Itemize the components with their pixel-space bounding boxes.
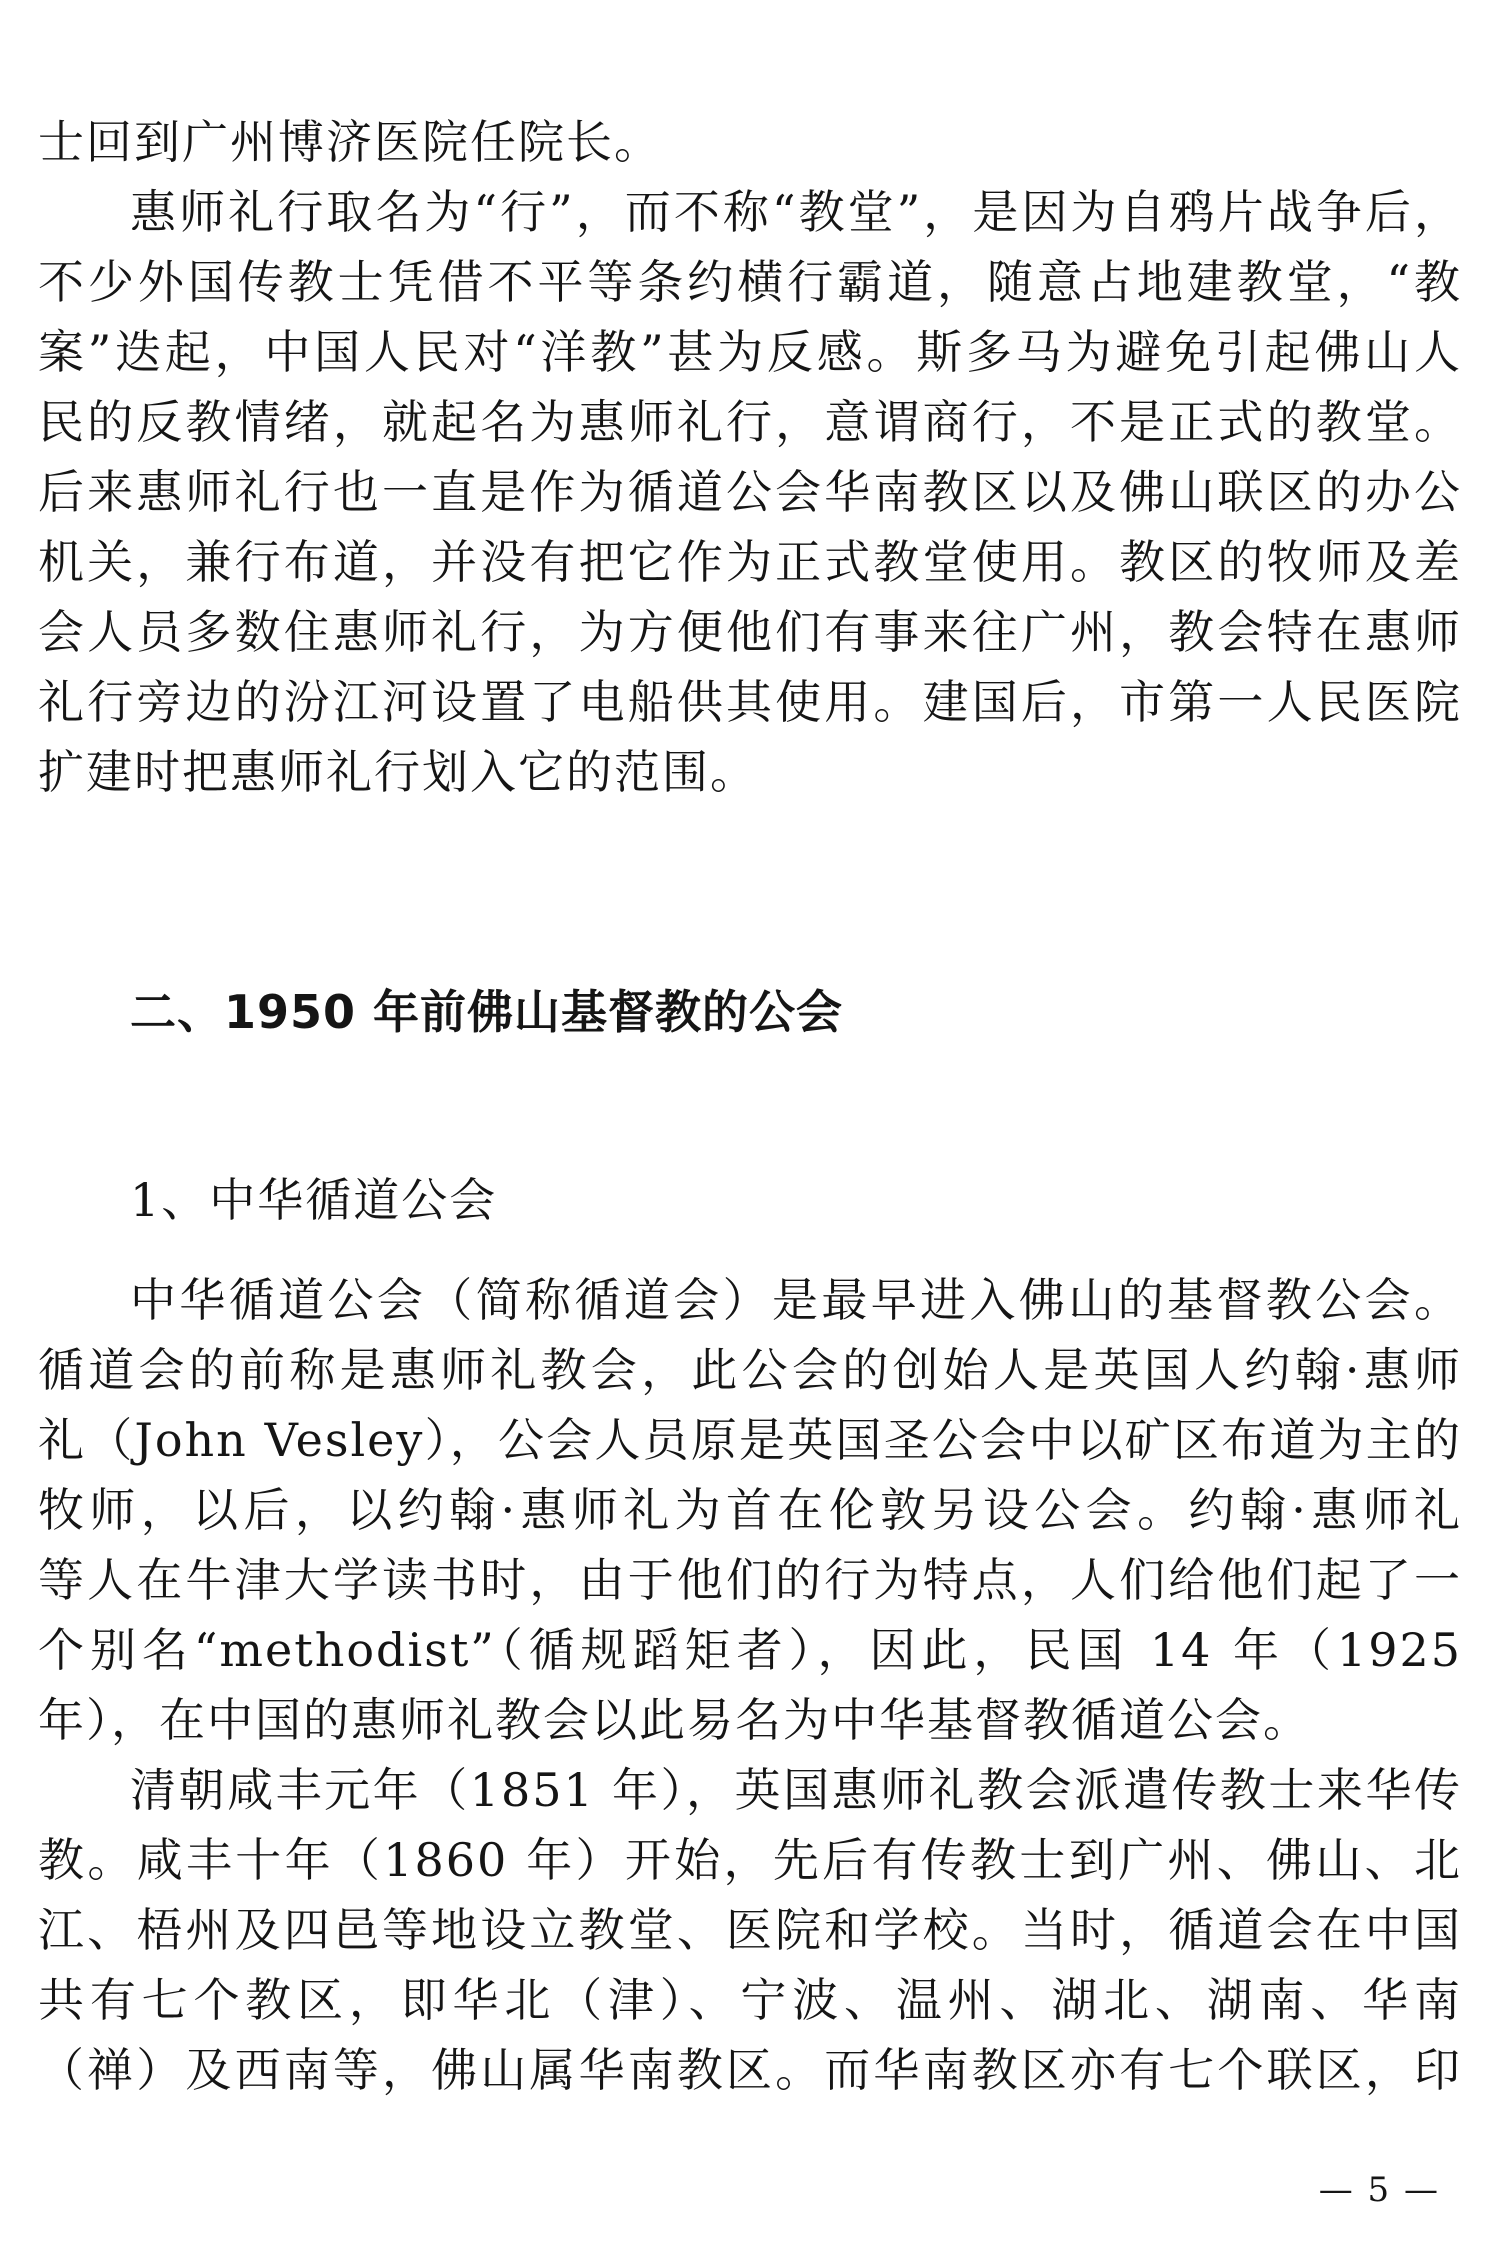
paragraph-line: 扩建时把惠师礼行划入它的范围。: [38, 745, 758, 799]
paragraph-line: 等人在牛津大学读书时，由于他们的行为特点，人们给他们起了一: [38, 1553, 1462, 1607]
section-heading: 二、1950 年前佛山基督教的公会: [130, 985, 844, 1039]
paragraph-line: 士回到广州博济医院任院长。: [38, 115, 662, 169]
paragraph-line: 机关，兼行布道，并没有把它作为正式教堂使用。教区的牧师及差: [38, 535, 1462, 589]
paragraph-line: 牧师，以后，以约翰·惠师礼为首在伦敦另设公会。约翰·惠师礼: [38, 1483, 1462, 1537]
paragraph-line: 不少外国传教士凭借不平等条约横行霸道，随意占地建教堂，“教: [38, 255, 1462, 309]
paragraph-line: 民的反教情绪，就起名为惠师礼行，意谓商行，不是正式的教堂。: [38, 395, 1462, 449]
paragraph-line: 案”迭起，中国人民对“洋教”甚为反感。斯多马为避免引起佛山人: [38, 325, 1462, 379]
paragraph-line: 年），在中国的惠师礼教会以此易名为中华基督教循道公会。: [38, 1693, 1311, 1747]
sub-heading: 1、中华循道公会: [130, 1173, 498, 1227]
paragraph-line: 惠师礼行取名为“行”，而不称“教堂”，是因为自鸦片战争后，: [130, 185, 1462, 239]
paragraph-line: 中华循道公会（简称循道会）是最早进入佛山的基督教公会。: [130, 1273, 1462, 1327]
paragraph-line: 个别名“methodist”（循规蹈矩者），因此，民国 14 年（1925: [38, 1623, 1462, 1677]
paragraph-line: 后来惠师礼行也一直是作为循道公会华南教区以及佛山联区的办公: [38, 465, 1462, 519]
paragraph-line: 教。咸丰十年（1860 年）开始，先后有传教士到广州、佛山、北: [38, 1833, 1462, 1887]
paragraph-line: 循道会的前称是惠师礼教会，此公会的创始人是英国人约翰·惠师: [38, 1343, 1462, 1397]
paragraph-line: （禅）及西南等，佛山属华南教区。而华南教区亦有七个联区，印: [38, 2043, 1462, 2097]
paragraph-line: 会人员多数住惠师礼行，为方便他们有事来往广州，教会特在惠师: [38, 605, 1462, 659]
paragraph-line: 清朝咸丰元年（1851 年），英国惠师礼教会派遣传教士来华传: [130, 1763, 1462, 1817]
paragraph-line: 共有七个教区，即华北（津）、宁波、温州、湖北、湖南、华南: [38, 1973, 1462, 2027]
page-number: — 5 —: [1318, 2170, 1440, 2210]
paragraph-line: 江、梧州及四邑等地设立教堂、医院和学校。当时，循道会在中国: [38, 1903, 1462, 1957]
paragraph-line: 礼（John Vesley），公会人员原是英国圣公会中以矿区布道为主的: [38, 1413, 1462, 1467]
paragraph-line: 礼行旁边的汾江河设置了电船供其使用。建国后，市第一人民医院: [38, 675, 1462, 729]
